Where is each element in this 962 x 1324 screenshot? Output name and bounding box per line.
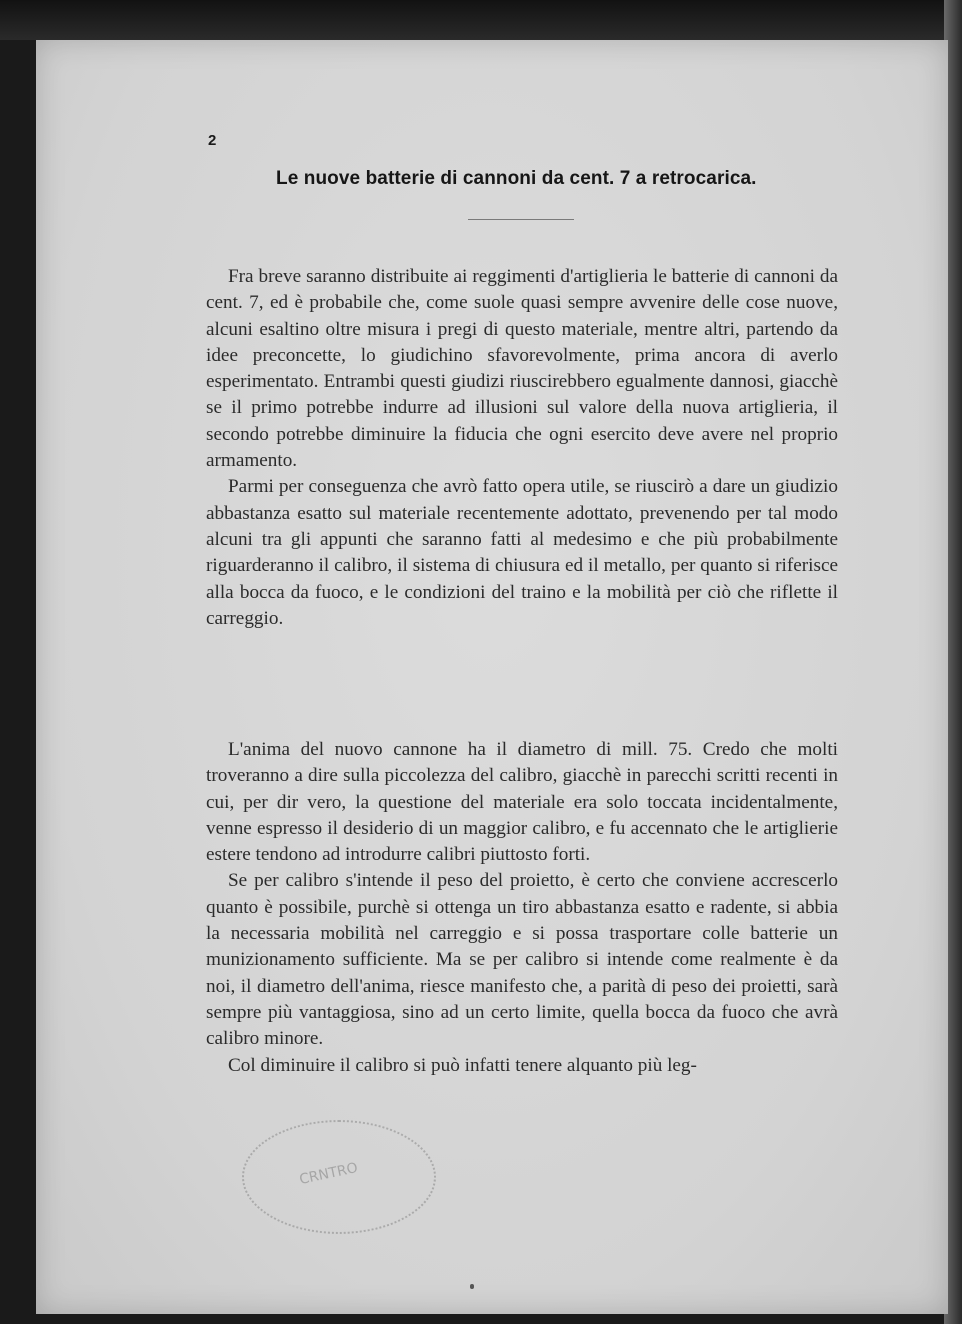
paragraph: Col diminuire il calibro si può infatti tenere alquanto più leg- bbox=[228, 1054, 697, 1076]
body-section-1 bbox=[206, 264, 838, 632]
book-page bbox=[36, 40, 948, 1314]
scan-border-top bbox=[0, 0, 962, 40]
page-number: 2 bbox=[208, 132, 217, 149]
stamp-text: CRNTRO bbox=[297, 1160, 360, 1188]
heading-divider bbox=[468, 219, 574, 220]
paragraph: Fra breve saranno distribuite ai reggimenti d'artiglieria le batterie di cannoni da cent. 7, ed è probabile che, come suole quasi sempre avvenire delle cose nuove, alcuni esaltino oltre misura i pregi di questo materiale, mentre altri, partendo da idee preconcette, lo giudichino sfavorevolmente, prima ancora di averlo esperimentato. Entrambi questi giudizi riuscirebbero egualmente dannosi, giacchè se il primo potrebbe indurre ad illusioni sul valore della nuova artiglieria, il secondo potrebbe diminuire la fiducia che ogni esercito deve avere nel proprio armamento. bbox=[206, 266, 838, 472]
library-stamp bbox=[242, 1120, 436, 1234]
page-heading: Le nuove batterie di cannoni da cent. 7 a retrocarica. bbox=[276, 168, 757, 189]
paragraph: Se per calibro s'intende il peso del proietto, è certo che conviene accrescerlo quanto è possibile, purchè si ottenga un tiro abbastanza esatto e radente, si abbia la necessaria mobilità nel carreggio e si possa trasportare colle batterie un munizionamento sufficiente. Ma se per calibro si intende come realmente è da noi, il diametro dell'anima, riesce manifesto che, a parità di peso dei proietti, sarà sempre più vantaggiosa, sino ad un certo limite, quella bocca da fuoco che avrà calibro minore. bbox=[206, 870, 838, 1050]
paragraph: Parmi per conseguenza che avrò fatto opera utile, se riuscirò a dare un giudizio abbastanza esatto sul materiale recentemente adottato, prevenendo per tal modo alcuni tra gli appunti che saranno fatti al medesimo e che più probabilmente riguarderanno il calibro, il sistema di chiusura ed il metallo, per quanto si riferisce alla bocca da fuoco, e le condizioni del traino e la mobilità per ciò che riflette il carreggio. bbox=[206, 476, 838, 629]
paragraph: L'anima del nuovo cannone ha il diametro di mill. 75. Credo che molti troveranno a dire sulla piccolezza del calibro, giacchè in parecchi scritti recenti in cui, per dir vero, la questione del materiale era solo toccata incidentalmente, venne espresso il desiderio di un maggior calibro, e fu accennato che le artiglierie estere tendono ad introdurre calibri piuttosto forti. bbox=[206, 739, 838, 866]
body-section-2 bbox=[206, 737, 838, 1079]
ink-dot bbox=[470, 1284, 474, 1289]
